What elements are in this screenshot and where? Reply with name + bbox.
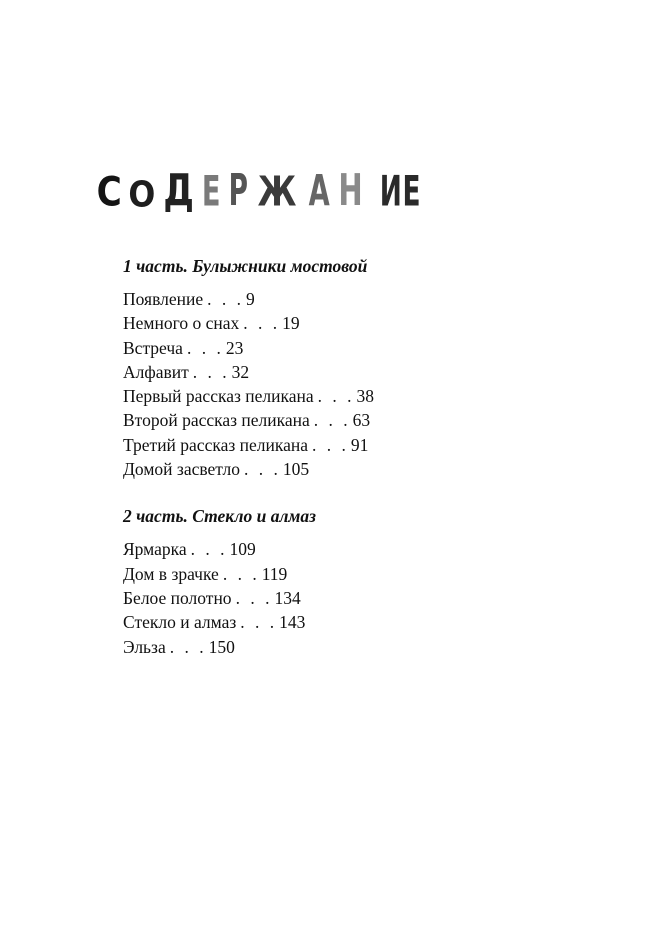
title-letter: Е: [201, 167, 222, 217]
toc-entry[interactable]: [123, 360, 543, 384]
title-letter: Н: [338, 165, 364, 217]
leader-dots: . . .: [243, 313, 281, 334]
entry-page: 119: [261, 563, 288, 584]
toc-entry[interactable]: [123, 610, 543, 634]
toc-list: [123, 537, 543, 658]
leader-dots: . . .: [235, 587, 273, 608]
toc-entry[interactable]: [123, 384, 543, 408]
part-1: [123, 255, 543, 481]
title-letter: ИЕ: [379, 167, 422, 217]
title-letter: С: [96, 169, 123, 217]
entry-title: Первый рассказ пеликана: [123, 386, 314, 407]
leader-dots: . . .: [190, 539, 228, 560]
entry-title: Эльза: [123, 636, 166, 657]
toc-entry[interactable]: [123, 287, 543, 311]
entry-page: 91: [350, 434, 369, 455]
title-letter: Ж: [257, 168, 298, 217]
toc-entry[interactable]: [123, 433, 543, 457]
toc-list: [123, 287, 543, 481]
title-letter: А: [308, 166, 331, 217]
leader-dots: . . .: [169, 636, 207, 657]
entry-page: 23: [225, 337, 244, 358]
entry-page: 105: [282, 459, 310, 480]
entry-title: Второй рассказ пеликана: [123, 410, 310, 431]
entry-page: 109: [229, 539, 256, 560]
title-letter: Д: [163, 165, 195, 217]
entry-page: 9: [246, 289, 255, 309]
toc-entry[interactable]: [123, 336, 543, 360]
leader-dots: . . .: [207, 289, 245, 309]
leader-dots: . . .: [313, 410, 351, 431]
leader-dots: . . .: [240, 612, 278, 633]
entry-page: 63: [352, 410, 371, 431]
entry-title: Немного о снах: [123, 313, 240, 334]
toc-entry[interactable]: [123, 537, 543, 561]
entry-title: Дом в зрачке: [123, 563, 219, 584]
part-heading: 2 часть. Стекло и алмаз: [123, 506, 316, 527]
leader-dots: . . .: [222, 563, 260, 584]
leader-dots: . . .: [312, 434, 349, 455]
entry-page: 32: [231, 361, 250, 382]
entry-page: 38: [356, 386, 375, 407]
leader-dots: . . .: [317, 386, 355, 407]
part-heading: 1 часть. Булыжники мостовой: [123, 256, 368, 276]
entry-title: Домой засветло: [123, 459, 240, 480]
title-letter: Р: [228, 165, 249, 217]
toc-entry[interactable]: [123, 311, 543, 335]
leader-dots: . . .: [192, 361, 230, 382]
entry-page: 150: [208, 636, 235, 657]
toc-entry[interactable]: [123, 586, 543, 610]
toc-entry[interactable]: [123, 408, 543, 432]
part-2: [123, 505, 543, 658]
entry-title: Белое полотно: [123, 587, 232, 608]
toc-entry[interactable]: [123, 457, 543, 481]
entry-page: 134: [274, 587, 301, 608]
title-letter: О: [128, 175, 157, 216]
entry-page: 19: [282, 313, 300, 334]
table-of-contents: [123, 255, 543, 659]
leader-dots: . . .: [244, 459, 281, 480]
entry-title: Стекло и алмаз: [123, 612, 237, 633]
toc-entry[interactable]: [123, 635, 543, 659]
entry-title: Третий рассказ пеликана: [123, 434, 309, 455]
leader-dots: . . .: [186, 337, 224, 358]
entry-title: Ярмарка: [123, 539, 187, 560]
entry-title: Встреча: [123, 337, 183, 358]
entry-title: Появление: [123, 289, 204, 309]
entry-page: 143: [279, 612, 306, 633]
entry-title: Алфавит: [123, 361, 189, 382]
toc-entry[interactable]: [123, 562, 543, 586]
page-title: [93, 163, 428, 217]
